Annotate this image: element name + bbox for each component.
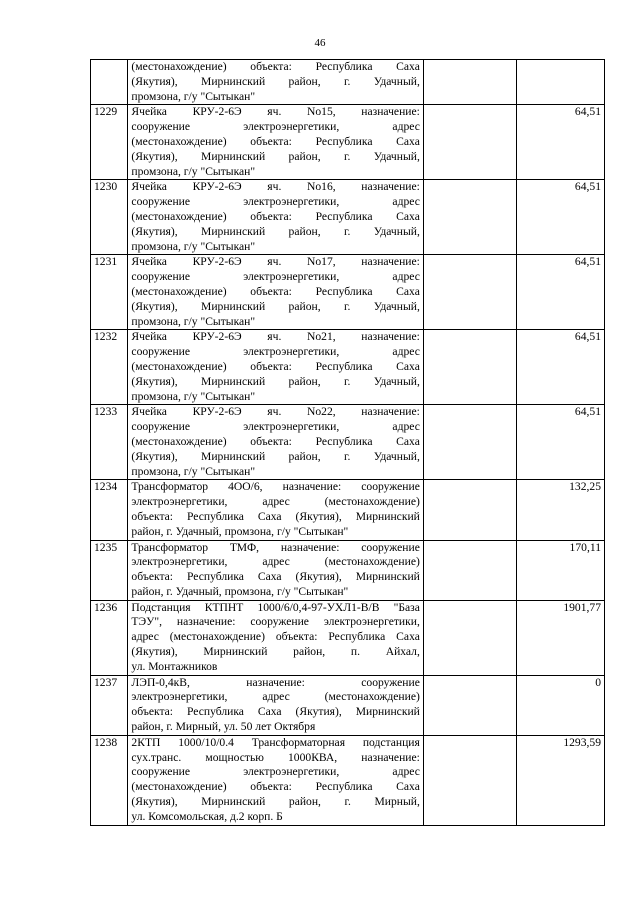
description-line: объекта: Республика Саха (Якутия), Мирнинский bbox=[131, 705, 420, 719]
value-cell: 64,51 bbox=[516, 405, 604, 480]
description-line: (местонахождение) объекта: Республика Саха bbox=[131, 209, 420, 223]
description-line: (Якутия), Мирнинский район, г. Удачный, bbox=[131, 149, 420, 163]
description-line: промзона, г/у "Сытыкан" bbox=[131, 314, 256, 328]
row-number-cell: 1235 bbox=[91, 540, 128, 600]
description-line: район, г. Мирный, ул. 50 лет Октября bbox=[131, 720, 316, 734]
empty-cell bbox=[423, 480, 516, 540]
row-number-cell: 1229 bbox=[91, 105, 128, 180]
row-number-cell bbox=[91, 60, 128, 105]
empty-cell bbox=[423, 105, 516, 180]
description-cell bbox=[128, 105, 423, 180]
description-line: ЛЭП-0,4кВ, назначение: сооружение bbox=[131, 675, 420, 689]
value-cell: 64,51 bbox=[516, 330, 604, 405]
description-cell bbox=[128, 540, 423, 600]
description-line: (местонахождение) объекта: Республика Саха bbox=[131, 60, 420, 73]
row-number-cell: 1236 bbox=[91, 600, 128, 675]
description-line: адрес (местонахождение) объекта: Республика Саха bbox=[131, 630, 420, 644]
empty-cell bbox=[423, 60, 516, 105]
empty-cell bbox=[423, 540, 516, 600]
description-line: ТЭУ", назначение: сооружение электроэнергетики, bbox=[131, 615, 420, 629]
value-cell: 64,51 bbox=[516, 105, 604, 180]
description-line: Трансформатор 4ОО/6, назначение: сооружение bbox=[131, 480, 420, 494]
description-cell bbox=[128, 180, 423, 255]
empty-cell bbox=[423, 180, 516, 255]
row-number-cell: 1238 bbox=[91, 735, 128, 825]
description-line: (Якутия), Мирнинский район, г. Мирный, bbox=[131, 795, 420, 809]
empty-cell bbox=[423, 255, 516, 330]
value-cell: 64,51 bbox=[516, 180, 604, 255]
description-cell bbox=[128, 600, 423, 675]
row-number-cell: 1233 bbox=[91, 405, 128, 480]
description-cell bbox=[128, 255, 423, 330]
table-row bbox=[91, 105, 605, 180]
table-row bbox=[91, 675, 605, 735]
description-line: 2КТП 1000/10/0.4 Трансформаторная подстанция bbox=[131, 735, 420, 749]
description-line: район, г. Удачный, промзона, г/у "Сытыкан" bbox=[131, 584, 349, 598]
description-line: Подстанция КТПНТ 1000/6/0,4-97-УХЛ1-В/В "База bbox=[131, 600, 420, 614]
table-row bbox=[91, 600, 605, 675]
description-line: промзона, г/у "Сытыкан" bbox=[131, 464, 256, 478]
empty-cell bbox=[423, 405, 516, 480]
description-line: промзона, г/у "Сытыкан" bbox=[131, 389, 256, 403]
value-cell: 64,51 bbox=[516, 255, 604, 330]
description-line: (местонахождение) объекта: Республика Саха bbox=[131, 359, 420, 373]
row-number-cell: 1237 bbox=[91, 675, 128, 735]
description-line: (местонахождение) объекта: Республика Саха bbox=[131, 780, 420, 794]
row-number-cell: 1232 bbox=[91, 330, 128, 405]
description-line: сух.транс. мощностью 1000КВА, назначение: bbox=[131, 750, 420, 764]
description-line: ул. Комсомольская, д.2 корп. Б bbox=[131, 809, 283, 823]
description-line: Ячейка КРУ-2-6Э яч. No15, назначение: bbox=[131, 105, 420, 119]
description-line: промзона, г/у "Сытыкан" bbox=[131, 164, 256, 178]
description-cell bbox=[128, 735, 423, 825]
value-cell bbox=[516, 60, 604, 105]
table-row bbox=[91, 255, 605, 330]
description-line: Трансформатор ТМФ, назначение: сооружение bbox=[131, 540, 420, 554]
description-line: ул. Монтажников bbox=[131, 659, 218, 673]
value-cell: 170,11 bbox=[516, 540, 604, 600]
table-row bbox=[91, 480, 605, 540]
description-line: объекта: Республика Саха (Якутия), Мирнинский bbox=[131, 509, 420, 523]
value-cell: 1293,59 bbox=[516, 735, 604, 825]
empty-cell bbox=[423, 600, 516, 675]
description-line: сооружение электроэнергетики, адрес bbox=[131, 195, 420, 209]
description-line: электроэнергетики, адрес (местонахождение) bbox=[131, 555, 420, 569]
property-registry-table bbox=[90, 59, 605, 826]
table-row bbox=[91, 330, 605, 405]
row-number-cell: 1231 bbox=[91, 255, 128, 330]
description-line: Ячейка КРУ-2-6Э яч. No16, назначение: bbox=[131, 180, 420, 194]
description-line: (Якутия), Мирнинский район, г. Удачный, bbox=[131, 299, 420, 313]
description-line: электроэнергетики, адрес (местонахождение) bbox=[131, 495, 420, 509]
description-line: сооружение электроэнергетики, адрес bbox=[131, 270, 420, 284]
description-line: Ячейка КРУ-2-6Э яч. No17, назначение: bbox=[131, 255, 420, 269]
empty-cell bbox=[423, 735, 516, 825]
description-line: Ячейка КРУ-2-6Э яч. No22, назначение: bbox=[131, 405, 420, 419]
description-line: промзона, г/у "Сытыкан" bbox=[131, 239, 256, 253]
table-row bbox=[91, 735, 605, 825]
description-line: сооружение электроэнергетики, адрес bbox=[131, 120, 420, 134]
page-number: 46 bbox=[314, 37, 326, 49]
value-cell: 0 bbox=[516, 675, 604, 735]
description-line: (местонахождение) объекта: Республика Саха bbox=[131, 284, 420, 298]
description-line: Ячейка КРУ-2-6Э яч. No21, назначение: bbox=[131, 330, 420, 344]
description-cell bbox=[128, 60, 423, 105]
description-line: объекта: Республика Саха (Якутия), Мирнинский bbox=[131, 570, 420, 584]
description-line: сооружение электроэнергетики, адрес bbox=[131, 345, 420, 359]
table-row bbox=[91, 405, 605, 480]
description-line: (Якутия), Мирнинский район, г. Удачный, bbox=[131, 224, 420, 238]
value-cell: 132,25 bbox=[516, 480, 604, 540]
table-row bbox=[91, 180, 605, 255]
description-line: (Якутия), Мирнинский район, г. Удачный, bbox=[131, 449, 420, 463]
description-cell bbox=[128, 405, 423, 480]
row-number-cell: 1230 bbox=[91, 180, 128, 255]
table-row bbox=[91, 540, 605, 600]
description-cell bbox=[128, 330, 423, 405]
description-cell bbox=[128, 480, 423, 540]
description-line: (местонахождение) объекта: Республика Саха bbox=[131, 434, 420, 448]
description-line: (Якутия), Мирнинский район, г. Удачный, bbox=[131, 74, 420, 88]
table-row bbox=[91, 60, 605, 105]
description-line: (местонахождение) объекта: Республика Саха bbox=[131, 134, 420, 148]
description-line: район, г. Удачный, промзона, г/у "Сытыкан" bbox=[131, 524, 349, 538]
empty-cell bbox=[423, 675, 516, 735]
description-line: промзона, г/у "Сытыкан" bbox=[131, 89, 256, 103]
empty-cell bbox=[423, 330, 516, 405]
description-line: сооружение электроэнергетики, адрес bbox=[131, 420, 420, 434]
description-line: сооружение электроэнергетики, адрес bbox=[131, 765, 420, 779]
description-line: (Якутия), Мирнинский район, п. Айхал, bbox=[131, 645, 420, 659]
value-cell: 1901,77 bbox=[516, 600, 604, 675]
registry-table-body bbox=[91, 60, 605, 826]
description-line: (Якутия), Мирнинский район, г. Удачный, bbox=[131, 374, 420, 388]
description-line: электроэнергетики, адрес (местонахождение) bbox=[131, 690, 420, 704]
description-cell bbox=[128, 675, 423, 735]
row-number-cell: 1234 bbox=[91, 480, 128, 540]
